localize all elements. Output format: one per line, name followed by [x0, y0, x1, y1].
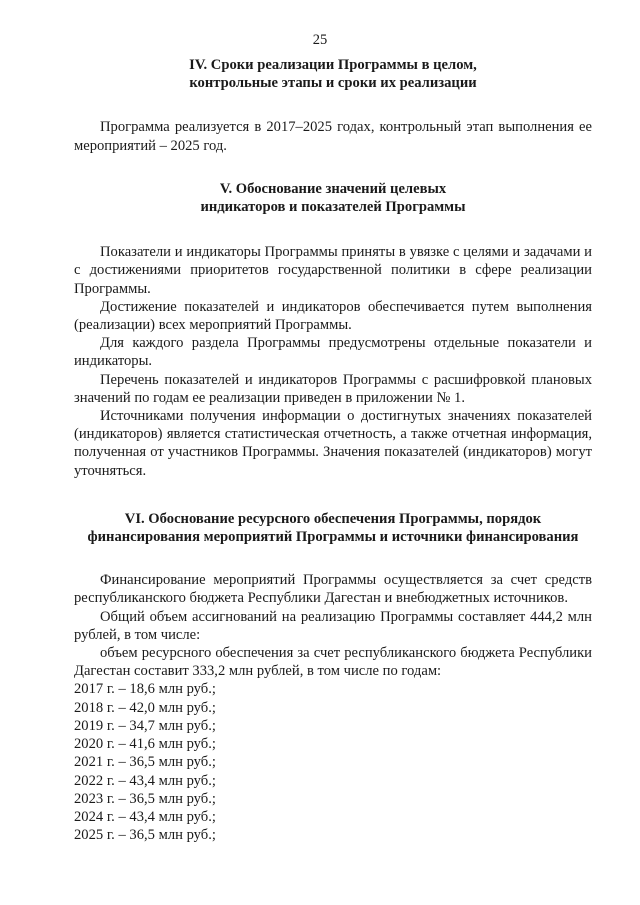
section-4-paragraph-1: Программа реализуется в 2017–2025 годах, контрольный этап выполнения ее мероприятий – 2025 год.	[74, 119, 592, 154]
section-5-paragraph-2: Достижение показателей и индикаторов обеспечивается путем выполнения (реализации) всех мероприятий Программы.	[74, 298, 592, 334]
section-4-heading-line-2: контрольные этапы и сроки их реализации	[189, 75, 477, 92]
section-5-heading	[74, 180, 592, 216]
section-6-paragraph-1: Финансирование мероприятий Программы осуществляется за счет средств республиканского бюджета Республики Дагестан и внебюджетных источников.	[74, 572, 592, 607]
budget-year-2023: 2023 г. – 36,5 млн руб.;	[74, 790, 216, 807]
section-5-paragraph-1: Показатели и индикаторы Программы приняты в увязке с целями и задачами и с достижениями приоритетов государственной политики в сфере реализации Программы.	[74, 244, 592, 297]
page-number: 25	[312, 32, 328, 48]
budget-year-2020: 2020 г. – 41,6 млн руб.;	[74, 736, 216, 753]
page-content	[74, 56, 592, 844]
section-5-heading-line-2: индикаторов и показателей Программы	[200, 199, 466, 216]
budget-year-2024: 2024 г. – 43,4 млн руб.;	[74, 808, 216, 825]
budget-year-2022: 2022 г. – 43,4 млн руб.;	[74, 772, 216, 789]
budget-by-year-list	[74, 680, 592, 844]
section-4-heading-line-1: IV. Сроки реализации Программы в целом,	[189, 57, 477, 73]
budget-year-2021: 2021 г. – 36,5 млн руб.;	[74, 754, 216, 771]
section-5-paragraph-5: Источниками получения информации о достигнутых значениях показателей (индикаторов) является статистическая отчетность, а также отчетная информация, полученная от участников Программы. Значения показателей (индикаторов) могут уточняться.	[74, 408, 592, 479]
budget-year-2018: 2018 г. – 42,0 млн руб.;	[74, 699, 216, 716]
section-4-heading	[74, 56, 592, 92]
section-6-paragraph-2: Общий объем ассигнований на реализацию Программы составляет 444,2 млн рублей, в том числе:	[74, 608, 592, 643]
section-5-heading-line-1: V. Обоснование значений целевых	[219, 180, 447, 197]
section-6-heading-line-1: VI. Обоснование ресурсного обеспечения Программы, порядок	[124, 510, 542, 527]
section-6-heading	[74, 510, 592, 546]
section-5-paragraph-4: Перечень показателей и индикаторов Программы с расшифровкой плановых значений по годам ее реализации приведен в приложении № 1.	[74, 371, 592, 406]
budget-year-2017: 2017 г. – 18,6 млн руб.;	[74, 681, 216, 698]
budget-year-2025: 2025 г. – 36,5 млн руб.;	[74, 827, 216, 844]
section-6-heading-line-2: финансирования мероприятий Программы и источники финансирования	[87, 529, 579, 546]
budget-year-2019: 2019 г. – 34,7 млн руб.;	[74, 717, 216, 734]
section-6-paragraph-3: объем ресурсного обеспечения за счет республиканского бюджета Республики Дагестан составит 333,2 млн рублей, в том числе по годам:	[74, 645, 592, 680]
section-5-paragraph-3: Для каждого раздела Программы предусмотрены отдельные показатели и индикаторы.	[74, 335, 592, 370]
